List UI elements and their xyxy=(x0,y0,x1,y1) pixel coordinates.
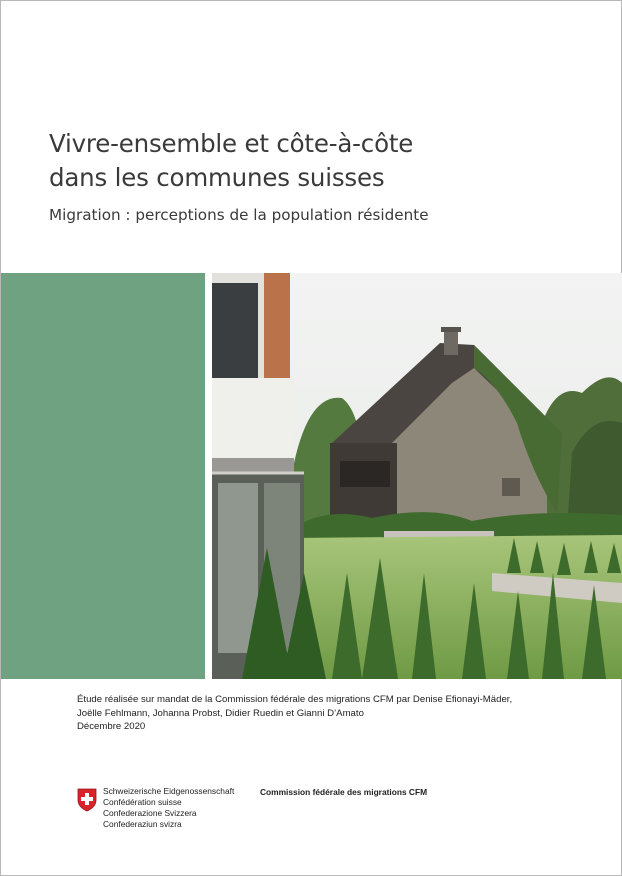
cover-photo xyxy=(212,273,622,679)
document-title xyxy=(49,127,413,195)
document-subtitle: Migration : perceptions de la population résidente xyxy=(49,206,429,224)
title-line-2: dans les communes suisses xyxy=(49,163,385,192)
credits-line-1: Étude réalisée sur mandat de la Commission fédérale des migrations CFM par Denise Efionayi-Mäder, xyxy=(77,694,513,705)
confederation-names xyxy=(103,786,234,830)
publication-date: Décembre 2020 xyxy=(77,721,146,732)
credits-line-2: Joëlle Fehlmann, Johanna Probst, Didier Ruedin et Gianni D’Amato xyxy=(77,707,364,719)
confederation-rm: Confederaziun svizra xyxy=(103,819,182,829)
author-credits xyxy=(77,693,577,734)
swiss-cross-shield-icon xyxy=(77,788,97,817)
commission-name: Commission fédérale des migrations CFM xyxy=(260,787,428,797)
title-line-1: Vivre-ensemble et côte-à-côte xyxy=(49,129,414,158)
green-color-panel xyxy=(1,273,205,679)
confederation-it: Confederazione Svizzera xyxy=(103,808,197,818)
confederation-de: Schweizerische Eidgenossenschaft xyxy=(103,786,235,796)
confederation-fr: Confédération suisse xyxy=(103,797,182,807)
